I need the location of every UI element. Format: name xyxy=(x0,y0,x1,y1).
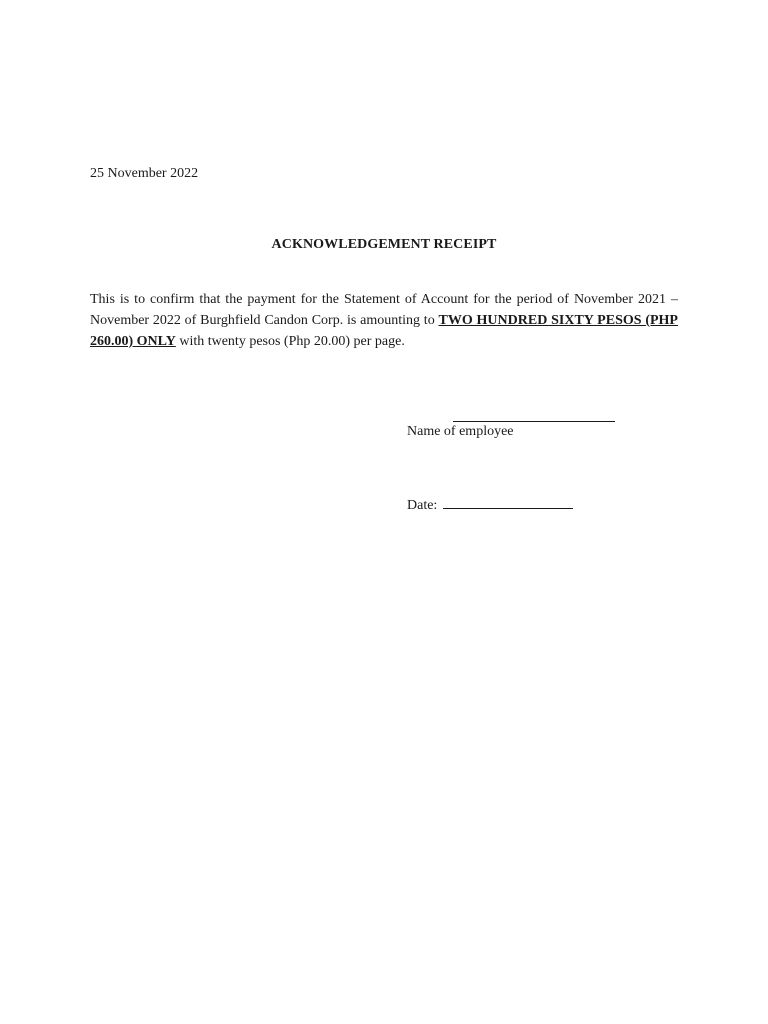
paragraph-lead: This is to confirm that the payment for the Statement of Account for the period of November 2021 – November 2022 of Burghfield Candon Corp. is amounting to xyxy=(90,292,678,328)
date-signature-field xyxy=(407,494,573,515)
body-paragraph xyxy=(90,289,678,352)
paragraph-amount: TWO HUNDRED SIXTY PESOS (PHP 260.00) ONLY xyxy=(90,313,678,349)
date-field-label: Date: xyxy=(407,498,441,513)
paragraph-tail: with twenty pesos (Php 20.00) per page. xyxy=(175,334,405,349)
date-blank-line xyxy=(443,494,573,509)
document-date: 25 November 2022 xyxy=(90,166,199,181)
signature-line xyxy=(453,407,615,422)
document-title: ACKNOWLEDGEMENT RECEIPT xyxy=(271,237,497,252)
signature-label: Name of employee xyxy=(407,424,514,439)
